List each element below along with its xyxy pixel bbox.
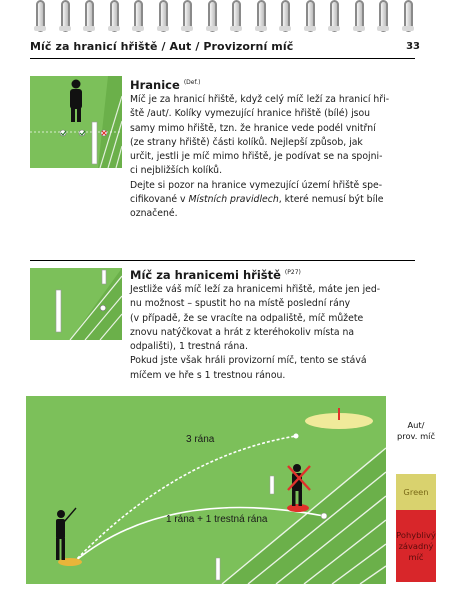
out-of-bounds-ball (321, 513, 327, 519)
spiral-hole (206, 26, 218, 31)
page-number: 33 (406, 41, 420, 52)
third-shot-label: 3 rána (186, 434, 215, 445)
text-line: odpališti), 1 trestná rána. (130, 341, 248, 353)
text-line: označené. (130, 208, 178, 220)
side-tab-label: Aut/ prov. míč (396, 420, 436, 441)
spiral-hole (34, 26, 46, 31)
text-line: znovu natýčkovat a hrát z kteréhokoliv místa na (130, 326, 355, 338)
section-divider (30, 260, 415, 261)
local-rules-italic: Místních pravidlech (188, 194, 279, 206)
text-line: ště /aut/. Kolíky vymezující hranice hřiště (bílé) jsou (130, 108, 371, 120)
spiral-hole (108, 26, 120, 31)
spiral-hole (304, 26, 316, 31)
text-line: nu možnost – spustit ho na místě poslední rány (130, 298, 351, 310)
section-title-boundary-text: Hranice (130, 78, 180, 92)
spiral-hole (377, 26, 389, 31)
text-line: Dejte si pozor na hranice vymezující území hřiště spe- (130, 179, 383, 191)
boundary-illustration (30, 76, 122, 168)
provisional-ball-svg (26, 396, 386, 584)
spiral-hole (353, 26, 365, 31)
spiral-hole (157, 26, 169, 31)
side-tab-label: Green (403, 486, 429, 497)
text-line: (v případě, že se vracíte na odpaliště, míč můžete (130, 312, 364, 324)
page-title: Míč za hranicí hřiště / Aut / Provizorní míč (30, 40, 294, 53)
spiral-hole (328, 26, 340, 31)
penalty-shot-label: 1 rána + 1 trestná rána (166, 514, 268, 525)
section-title-boundary-ref: (Def.) (183, 79, 201, 87)
spiral-hole (181, 26, 193, 31)
spiral-hole (402, 26, 414, 31)
spiral-hole (279, 26, 291, 31)
section-title-out-of-bounds-text: Míč za hranicemi hřiště (130, 268, 281, 282)
spiral-hole (59, 26, 71, 31)
text-line-with-italic (130, 193, 402, 207)
provisional-ball-illustration (26, 396, 386, 584)
spiral-hole (83, 26, 95, 31)
section-title-boundary (130, 78, 200, 92)
text-line: Míč je za hranicí hřiště, když celý míč leží za hranicí hři- (130, 94, 390, 105)
boundary-paragraph (130, 93, 402, 222)
header-divider (30, 58, 415, 59)
out-of-bounds-illustration (30, 268, 122, 340)
section-title-out-of-bounds-ref: (P27) (284, 269, 301, 277)
spiral-hole (255, 26, 267, 31)
text-line: ci nejbližších kolíků. (130, 165, 223, 177)
side-tab-moving-ball[interactable] (396, 510, 436, 582)
text-line: určit, jestli je míč mimo hřiště, je podívat se na spojni- (130, 151, 383, 163)
text-fragment: , které nemusí být bíle (278, 194, 384, 206)
side-tab-green[interactable] (396, 474, 436, 510)
spiral-hole (230, 26, 242, 31)
text-line: Jestliže váš míč leží za hranicemi hřiště, máte jen jed- (130, 284, 381, 295)
provisional-ball (294, 434, 299, 439)
section-title-out-of-bounds (130, 268, 301, 282)
text-line: Pokud jste však hráli provizorní míč, tento se stává (130, 355, 367, 367)
spiral-binding (0, 0, 450, 34)
side-tab-out-of-bounds[interactable] (396, 408, 436, 454)
text-line: míčem ve hře s 1 trestnou ránou. (130, 369, 286, 381)
text-line: samy mimo hřiště, tzn. že hranice vede podél vnitřní (130, 122, 376, 134)
spiral-hole (132, 26, 144, 31)
out-of-bounds-paragraph (130, 283, 402, 383)
text-fragment: cifikované v (130, 194, 189, 206)
side-tab-label: Pohyblivý závadný míč (396, 529, 436, 562)
text-line: (ze strany hřiště) části kolíků. Nejlepší způsob, jak (130, 136, 363, 148)
